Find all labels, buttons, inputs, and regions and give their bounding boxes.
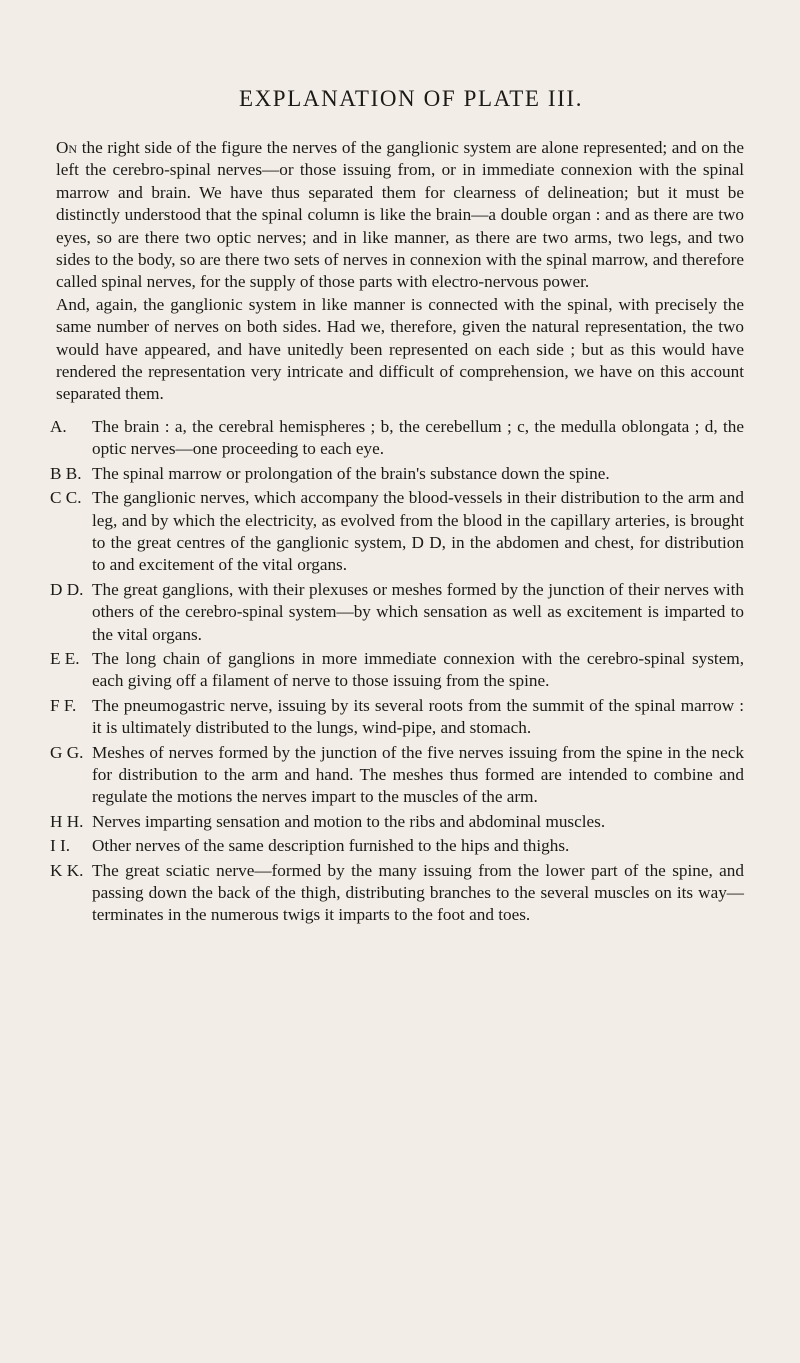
legend-text: The long chain of ganglions in more immediate connexion with the cerebro-spinal system, each giving off a filament of nerve to those issuing from the spine. [92,648,744,691]
legend-text: The great sciatic nerve—formed by the many issuing from the lower part of the spine, and passing down the back of the thigh, distributing branches to the several muscles on its way—terminates in the numerous twigs it imparts to the foot and toes. [92,860,744,925]
plate-legend [50,416,744,927]
legend-text: The brain : a, the cerebral hemispheres ; b, the cerebellum ; c, the medulla oblongata ; d, the optic nerves—one proceeding to each eye. [92,416,744,459]
legend-entry-i [50,835,744,857]
intro-lead-word: On [56,138,78,157]
legend-entry-k [50,860,744,927]
legend-key: E E. [50,648,80,668]
legend-key: A. [50,416,67,436]
legend-entry-h [50,811,744,833]
legend-text: Other nerves of the same description furnished to the hips and thighs. [92,836,570,856]
intro-paragraph-2: And, again, the ganglionic system in like manner is connected with the spinal, with precisely the same number of nerves on both sides. Had we, therefore, given the natural representation, the two would have appeared, and have unitedly been represented on each side ; but as this would have rendered the representation very intricate and difficult of comprehension, we have on this account separated them. [56,294,744,404]
legend-entry-f [50,695,744,740]
legend-key: C C. [50,488,82,508]
legend-key: I I. [50,836,71,856]
legend-key: F F. [50,695,77,715]
page-title: EXPLANATION OF PLATE III. [238,86,584,111]
legend-text: Meshes of nerves formed by the junction of the five nerves issuing from the spine in the neck for distribution to the arm and hand. The meshes thus formed are intended to combine and regulate the motions the nerves impart to the muscles of the arm. [92,742,744,807]
intro-paragraph-1-text: the right side of the figure the nerves of the ganglionic system are alone represented; and on the left the cerebro-spinal nerves—or those issuing from, or in immediate connexion with the spinal marrow and brain. We have thus separated them for clearness of delineation; but it must be distinctly understood that the spinal column is like the brain—a double organ : and as there are two eyes, so are there two optic nerves; and in like manner, as there are two arms, two legs, and two sides to the body, so are there two sets of nerves in connexion with the spinal marrow, and therefore called spinal nerves, for the supply of those parts with electro-nervous power. [56,138,745,292]
intro-paragraph-1 [56,137,744,294]
legend-text: The spinal marrow or prolongation of the brain's substance down the spine. [92,463,610,483]
legend-key: D D. [50,579,84,599]
legend-key: G G. [50,742,84,762]
legend-entry-b [50,463,744,485]
legend-key: H H. [50,811,84,831]
legend-entry-c [50,487,744,577]
legend-text: The ganglionic nerves, which accompany the blood-vessels in their distribution to the arm and leg, and by which the electricity, as evolved from the blood in the capillary arteries, is brought to the great centres of the ganglionic system, D D, in the abdomen and chest, for distribution to and excitement of the vital organs. [92,488,744,575]
legend-text: Nerves imparting sensation and motion to the ribs and abdominal muscles. [92,811,606,831]
legend-key: K K. [50,860,84,880]
legend-entry-a [50,416,744,461]
legend-entry-g [50,742,744,809]
legend-text: The great ganglions, with their plexuses or meshes formed by the junction of their nerves with others of the cerebro-spinal system—by which sensation as well as excitement is imparted to the vital organs. [92,579,744,644]
legend-entry-d [50,579,744,646]
legend-entry-e [50,648,744,693]
legend-key: B B. [50,463,82,483]
legend-text: The pneumogastric nerve, issuing by its several roots from the summit of the spinal marrow : it is ultimately distributed to the lungs, wind-pipe, and stomach. [92,695,744,738]
